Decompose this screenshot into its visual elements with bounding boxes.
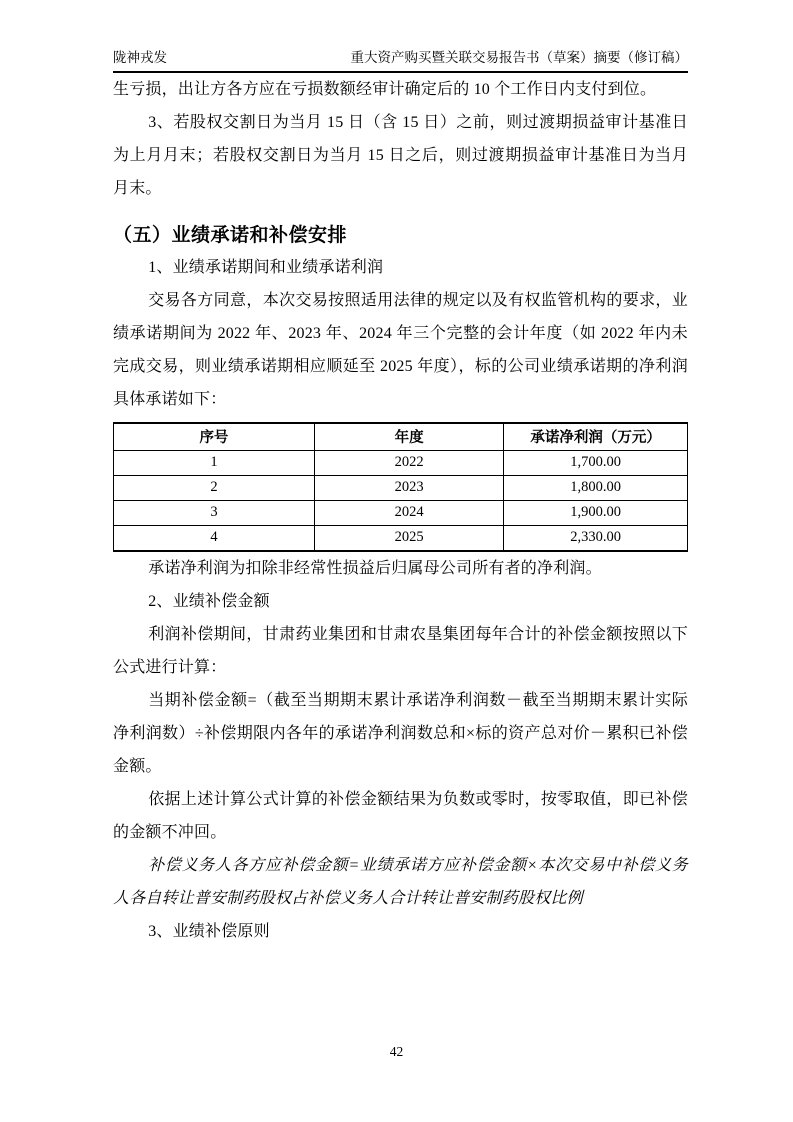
table-row: [114, 475, 688, 500]
cell-year: 2023: [314, 475, 503, 500]
cell-index: 4: [114, 525, 315, 551]
paragraph-zero-value-rule: 依据上述计算公式计算的补偿金额结果为负数或零时，按零取值，即已补偿的金额不冲回。: [113, 790, 688, 841]
paragraph-obligor-formula: 补偿义务人各方应补偿金额=业绩承诺方应补偿金额×本次交易中补偿义务人各自转让普安制药股权占补偿义务人合计转让普安制药股权比例: [113, 856, 688, 907]
page-header: [113, 50, 688, 73]
paragraph-compensation-formula: 当期补偿金额=（截至当期期末累计承诺净利润数－截至当期期末累计实际净利润数）÷补偿期限内各年的承诺净利润数总和×标的资产总对价－累积已补偿金额。: [113, 691, 688, 775]
cell-profit: 1,700.00: [504, 450, 688, 475]
cell-profit: 1,800.00: [504, 475, 688, 500]
sub-heading-compensation-principle: 3、业绩补偿原则: [148, 922, 270, 940]
column-header-index: 序号: [114, 423, 315, 451]
column-header-promised-profit: 承诺净利润（万元）: [504, 423, 688, 451]
sub-heading-commitment-period: 1、业绩承诺期间和业绩承诺利润: [148, 258, 384, 276]
header-document-title: 重大资产购买暨关联交易报告书（草案）摘要（修订稿）: [350, 50, 688, 65]
paragraph-net-profit-definition: 承诺净利润为扣除非经常性损益后归属母公司所有者的净利润。: [148, 559, 602, 577]
table-row: [114, 450, 688, 475]
table-row: [114, 500, 688, 525]
cell-profit: 1,900.00: [504, 500, 688, 525]
paragraph-delivery-date-rule: 3、若股权交割日为当月 15 日（含 15 日）之前，则过渡期损益审计基准日为上月月末；若股权交割日为当月 15 日之后，则过渡期损益审计基准日为当月月末。: [113, 113, 688, 197]
page-number: 42: [389, 1044, 404, 1059]
document-body: [113, 73, 688, 948]
cell-index: 1: [114, 450, 315, 475]
paragraph-compensation-intro: 利润补偿期间，甘肃药业集团和甘肃农垦集团每年合计的补偿金额按照以下公式进行计算：: [113, 625, 688, 676]
cell-index: 3: [114, 500, 315, 525]
cell-index: 2: [114, 475, 315, 500]
table-header-row: [114, 423, 688, 451]
table-row: [114, 525, 688, 551]
sub-heading-compensation-amount: 2、业绩补偿金额: [148, 592, 270, 610]
paragraph-commitment-agreement: 交易各方同意，本次交易按照适用法律的规定以及有权监管机构的要求，业绩承诺期间为 2022 年、2023 年、2024 年三个完整的会计年度（如 2022 年内未完成交易，则业绩承诺期相应顺延至 2025 年度），标的公司业绩承诺期的净利润具体承诺如下：: [113, 291, 688, 408]
cell-profit: 2,330.00: [504, 525, 688, 551]
column-header-year: 年度: [314, 423, 503, 451]
header-company-name: 陇神戎发: [113, 50, 167, 65]
section-heading-performance-commitment: （五）业绩承诺和补偿安排: [113, 224, 348, 246]
cell-year: 2025: [314, 525, 503, 551]
cell-year: 2024: [314, 500, 503, 525]
cell-year: 2022: [314, 450, 503, 475]
paragraph-loss-payment: 生亏损，出让方各方应在亏损数额经审计确定后的 10 个工作日内支付到位。: [113, 80, 657, 98]
profit-commitment-table: [113, 422, 688, 552]
